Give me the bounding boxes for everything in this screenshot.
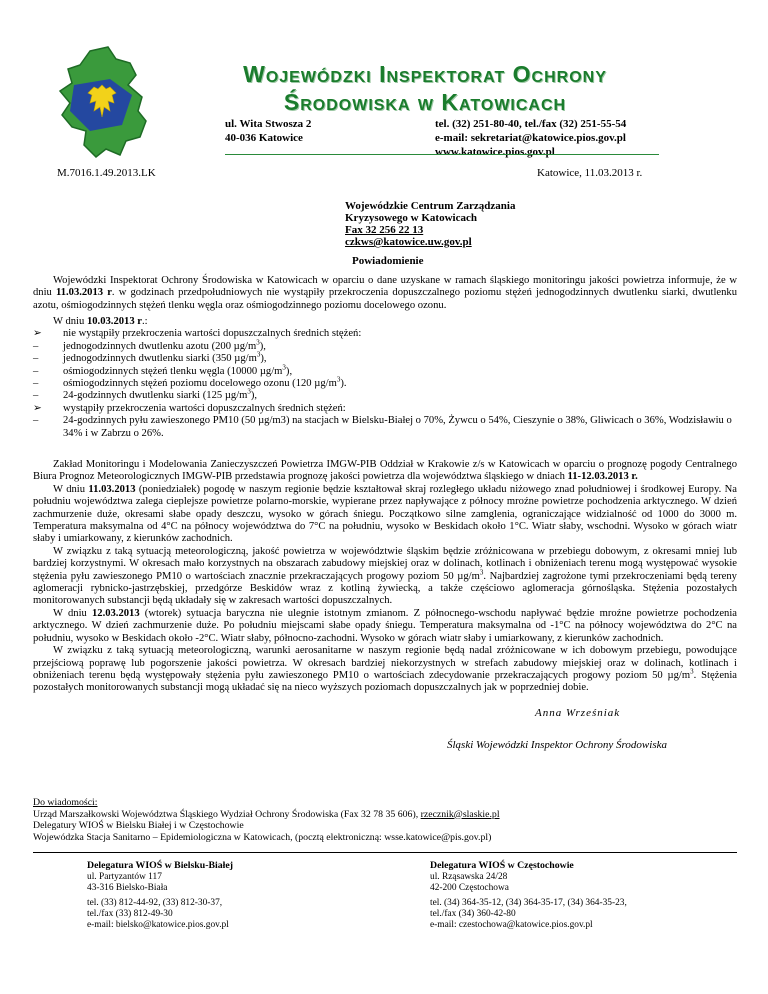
intro-text-1: Wojewódzki Inspektorat Ochrony Środowiska w Katowicach w oparciu o dane uzyskane w ramach śląskiego monitoringu jakości powietrza informuje, że w dniu (33, 275, 737, 299)
footer-right-address (430, 860, 574, 895)
recipient-fax: Fax 32 256 22 13 (345, 224, 424, 236)
signature-title: Śląski Wojewódzki Inspektor Ochrony Środowiska (447, 739, 667, 751)
forecast-p1-date: 11-12.03.2013 r (567, 471, 636, 483)
address-street: ul. Wita Stwosza 2 (225, 118, 312, 130)
list-item-tail: ), (259, 340, 266, 352)
list-item-text: wystąpiły przekroczenia wartości dopuszczalnych średnich stężeń: (63, 402, 346, 414)
contact-www[interactable]: www.katowice.pios.gov.pl (435, 146, 555, 158)
list-item (33, 363, 737, 378)
contact-block (435, 117, 626, 159)
forecast-p4 (33, 608, 737, 645)
list-item-tail: ), (285, 365, 293, 377)
list-item-text: 24-godzinnych dwutlenku siarki (125 µg/m (63, 390, 248, 402)
intro-paragraph (33, 275, 737, 312)
day-date: 10.03.2013 r (86, 316, 142, 327)
forecast-p2 (33, 484, 737, 546)
day-prefix: W dniu (53, 316, 87, 327)
list-marker: – (33, 365, 39, 377)
list-item-text: nie wystąpiły przekroczenia wartości dopuszczalnych średnich stężeń: (63, 328, 362, 340)
list-item-tail: ), (260, 353, 267, 365)
footer-left-address (87, 860, 233, 895)
footer-left-tel: tel. (33) 812-44-92, (33) 812-30-37, (87, 898, 223, 908)
cc-line1-text: Urząd Marszałkowski Województwa Śląskiego Wydział Ochrony Środowiska (Fax 32 78 35 606), (33, 808, 421, 820)
forecast-p2-date: 11.03.2013 (88, 483, 136, 495)
footer-right-street: ul. Rząsawska 24/28 (430, 872, 508, 883)
list-item-sup: 3 (282, 363, 286, 372)
forecast-p3-tail: . Najbardziej zagrożone tymi przekroczeniami będą tereny aglomeracji rybnicko-jastrzębskiej, przedgórze Beskidów wraz z kotliną żywiecką, a także częściowo aglomeracja górnośląska. Stężenia pozostałych monitorowanych substancji będą układały się w zakresach wartości dopuszczalnych. (33, 570, 737, 607)
list-marker: – (33, 378, 39, 390)
list-marker: ➢ (33, 328, 42, 340)
list-marker: – (33, 390, 39, 402)
signature-name: Anna Wrześniak (535, 707, 621, 719)
date-place: Katowice, 11.03.2013 r. (537, 167, 643, 179)
footer-right-tel: tel. (34) 364-35-12, (34) 364-35-17, (34) 364-35-23, (430, 898, 627, 908)
list-item (33, 415, 737, 440)
header-divider (225, 154, 659, 155)
cc-line2: Delegatury WIOŚ w Bielsku Białej i w Częstochowie (33, 820, 244, 831)
footer-left-contact (87, 898, 229, 932)
list-item (33, 375, 737, 390)
footer-left-street: ul. Partyzantów 117 (87, 872, 162, 883)
org-title (175, 60, 675, 116)
forecast-p4-text: (wtorek) sytuacja baryczna nie ulegnie istotnym zmianom. Z północnego-wschodu napływać będzie mroźne powietrze pochodzenia arktycznego. W dzień zachmurzenie duże. Po południu miejscami słabe opady śniegu. Temperatura maksymalna od -1°C na północy województwa do 2°C na południu, wysoko w Beskidach około -2°C. Wiatr słaby, północno-zachodni. Wysoko w górach wiatr słaby i umiarkowany, z kierunków zachodnich. (33, 607, 737, 644)
list-item-text: ośmiogodzinnych stężeń poziomu docelowego ozonu (120 µg/m (63, 378, 337, 390)
footer-left-email[interactable]: e-mail: bielsko@katowice.pios.gov.pl (87, 920, 229, 931)
list-marker: – (33, 415, 39, 427)
forecast-p1 (33, 459, 737, 484)
forecast-p1-text: Zakład Monitoringu i Modelowania Zanieczyszczeń Powietrza IMGW-PIB Oddział w Krakowie z/s w Katowicach w oparciu o prognozę pogody Centralnego Biura Prognoz Meteorologicznych IMGW-PIB przedstawia prognozę jakości powietrza dla województwa śląskiego w dniach (33, 459, 737, 483)
day-line (33, 316, 737, 328)
list-marker: – (33, 340, 39, 352)
recipient-line2: Kryzysowego w Katowicach (345, 212, 477, 224)
list-marker: – (33, 353, 39, 365)
wios-logo (50, 45, 160, 160)
recipient-block (345, 200, 515, 248)
forecast-section (33, 459, 737, 695)
list-item-text: jednogodzinnych dwutlenku siarki (350 µg/m (63, 353, 257, 365)
footer-right-email[interactable]: e-mail: czestochowa@katowice.pios.gov.pl (430, 920, 593, 931)
list-item-text: ośmiogodzinnych stężeń tlenku węgla (10000 µg/m (63, 365, 283, 377)
reference-number: M.7016.1.49.2013.LK (57, 167, 156, 179)
cc-label: Do wiadomości: (33, 797, 98, 808)
forecast-p1-end: . (635, 471, 638, 483)
forecast-p4-date: 12.03.2013 (91, 607, 140, 619)
footer-divider (33, 852, 737, 853)
list-item (33, 328, 737, 340)
forecast-p3-sup: 3 (479, 568, 484, 577)
contact-tel: tel. (32) 251-80-40, tel./fax (32) 251-55-54 (435, 118, 627, 130)
list-item (33, 338, 737, 353)
forecast-p5-text: W związku z taką sytuacją meteorologiczną, warunki aerosanitarne w naszym regionie będą nadal zróżnicowane w ich dobowym przebiegu, powodujące przejściową poprawę lub pogorszenie jakości powietrza. W okresach bardziej niekorzystnych w strefach zabudowy miejskiej oraz w dolinach, kotlinach i obniżeniach terenu będą występowały stężenia pyłu zawieszonego PM10 o wartościach zdecydowanie przekraczających progowy poziom 50 µg/m (33, 645, 737, 681)
forecast-p5-tail: . Stężenia pozostałych monitorowanych substancji mogą układać się na nieco wyższych poziomach dopuszczalnych jak w poprzedniej dobie. (33, 669, 738, 694)
footer-left-name: Delegatura WIOŚ w Bielsku-Białej (87, 860, 233, 871)
forecast-p2-prefix: W dniu (53, 483, 89, 495)
measurement-list (33, 316, 737, 440)
address-city: 40-036 Katowice (225, 132, 303, 144)
forecast-p5 (33, 645, 737, 695)
address-block (225, 117, 311, 145)
footer-right-fax: tel./fax (34) 360-42-80 (430, 909, 516, 920)
cc-line1 (33, 809, 500, 821)
footer-right-contact (430, 898, 627, 932)
day-suffix: .: (141, 316, 148, 327)
list-item (33, 387, 737, 402)
list-item-sup: 3 (256, 350, 261, 359)
list-item-sup: 3 (247, 387, 251, 396)
intro-date: 11.03.2013 r (55, 287, 112, 299)
footer-right-city: 42-200 Częstochowa (430, 883, 509, 894)
list-item-text: jednogodzinnych dwutlenku azotu (200 µg/m (63, 340, 257, 352)
forecast-p4-prefix: W dniu (53, 607, 92, 619)
list-item-tail: ). (340, 378, 347, 390)
list-item-text: 24-godzinnych pyłu zawieszonego PM10 (50 µg/m3) na stacjach w Bielsku-Białej o 70%, Żywcu o 54%, Cieszynie o 38%, Gliwicach o 36%, Wodzisławiu o 34% i w Zabrzu o 26%. (63, 415, 732, 439)
forecast-p5-sup: 3 (690, 667, 694, 676)
list-item-tail: ), (250, 390, 258, 402)
document-heading: Powiadomienie (352, 255, 424, 267)
list-item (33, 350, 737, 365)
recipient-email[interactable]: czkws@katowice.uw.gov.pl (345, 236, 472, 248)
cc-block (33, 797, 500, 843)
list-item-sup: 3 (256, 338, 260, 347)
footer-left-fax: tel./fax (33) 812-49-30 (87, 909, 173, 920)
footer-left-city: 43-316 Bielsko-Biała (87, 883, 168, 894)
org-title-line1: Wojewódzki Inspektorat Ochrony (243, 61, 607, 87)
contact-email: e-mail: sekretariat@katowice.pios.gov.pl (435, 132, 626, 144)
org-title-line2: Środowiska w Katowicach (283, 89, 567, 115)
footer-right-name: Delegatura WIOŚ w Częstochowie (430, 860, 574, 871)
forecast-p2-text: (poniedziałek) pogodę w naszym regionie będzie kształtował skraj rozległego układu niżowego znad południowej i środkowej Europy. Na południu województwa zalega cieplejsze powietrze polarno-morskie, wypierane przez napływające z północy mroźne powietrze pochodzenia arktycznego. W dzień zachmurzenie duże, okresami słabe opady deszczu, wysoko w górach śniegu. Początkowo silne zamglenia, ograniczające widzialność od 1000 do 3000 m. Temperatura maksymalna od 4°C na północy województwa do 7°C na południu, wysoko w Beskidach około 1°C. Wiatr słaby, wschodni. Wysoko w górach wiatr słaby i umiarkowany, z kierunków zachodnich. (33, 483, 737, 545)
list-item (33, 403, 737, 415)
forecast-p3 (33, 546, 737, 608)
list-item-sup: 3 (336, 375, 341, 384)
cc-email-link[interactable]: rzecznik@slaskie.pl (420, 808, 500, 820)
recipient-line1: Wojewódzkie Centrum Zarządzania (345, 200, 516, 212)
intro-text-2: . w godzinach przedpołudniowych nie wystąpiły przekroczenia dopuszczalnego poziomu stężeń jednogodzinnych dwutlenku siarki, dwutlenku azotu, ośmiogodzinnych stężeń tlenku węgla oraz ośmiogodzinnego poziomu docelowego ozonu. (33, 287, 738, 311)
cc-line3: Wojewódzka Stacja Sanitarno – Epidemiologiczna w Katowicach, (pocztą elektroniczną: wsse.katowice@pis.gov.pl) (33, 831, 492, 843)
forecast-p3-text: W związku z taką sytuacją meteorologiczną, jakość powietrza w województwie śląskim będzie zróżnicowana w przebiegu dobowym, z okresami mniej lub bardziej korzystnymi. W okresach mało korzystnych na obszarach zabudowy miejskiej oraz w dolinach, kotlinach i obniżeniach terenu mogą występować wysokie stężenia pyłu zawieszonego PM10 o wartościach znacznie przekraczających progowy poziom 50 µg/m (33, 545, 737, 582)
list-marker: ➢ (33, 402, 42, 414)
